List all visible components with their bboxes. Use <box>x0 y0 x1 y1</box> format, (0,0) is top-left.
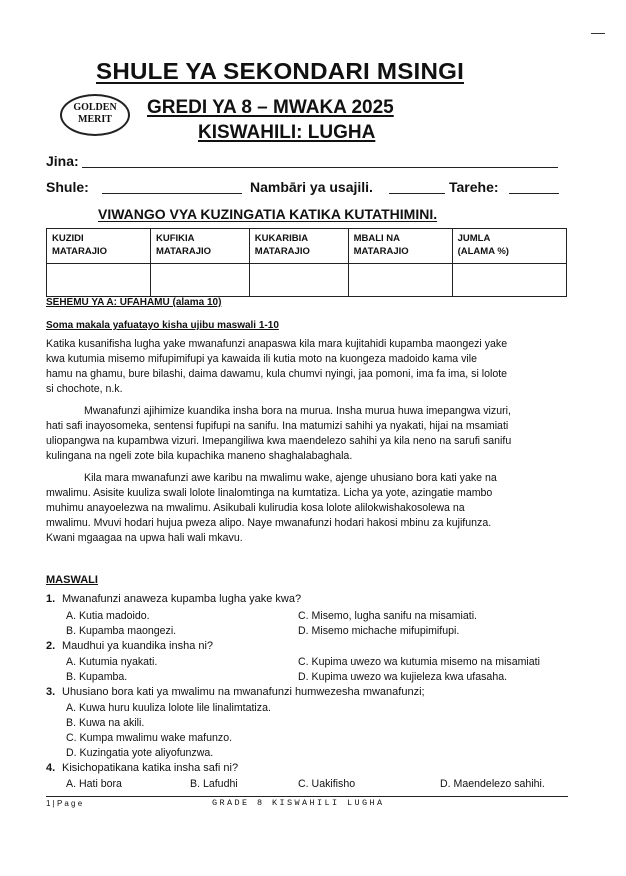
name-label: Jina: <box>46 153 79 169</box>
q1-option-d[interactable]: D. Misemo michache mifupimifupi. <box>298 625 460 637</box>
q3-option-a[interactable]: A. Kuwa huru kuuliza lolote lile linalimtatiza. <box>66 702 271 714</box>
q1-option-b[interactable]: B. Kupamba maongezi. <box>66 625 177 637</box>
registration-label: Nambāri ya usajili. <box>250 179 373 195</box>
q4-option-d[interactable]: D. Maendelezo sahihi. <box>440 778 545 790</box>
date-field[interactable] <box>509 193 559 194</box>
q2-option-d[interactable]: D. Kupima uwezo wa kujieleza kwa ufasaha. <box>298 671 508 683</box>
score-cell[interactable] <box>151 264 250 297</box>
passage-paragraph-2: Mwanafunzi ajihimize kuandika insha bora na murua. Insha murua huwa imepangwa vizuri, hati safi inayosomeka, sentensi fupifupi na sanifu. Ina matumizi sahihi ya nyakati, hijai na msamiati uliopangwa na kupambwa vizuri. Imepangiliwa kwa maendelezo sahihi ya kila neno na sarufi sanifu kulingana na ngeli zote bila kupachika maneno shaghalabaghala. <box>46 405 512 462</box>
question-4: 4. Kisichopatikana katika insha safi ni? <box>46 762 239 774</box>
q1-option-c[interactable]: C. Misemo, lugha sanifu na misamiati. <box>298 610 477 622</box>
logo-text-1: GOLDEN <box>73 102 117 113</box>
q4-option-b[interactable]: B. Lafudhi <box>190 778 238 790</box>
q4-option-a[interactable]: A. Hati bora <box>66 778 122 790</box>
margin-mark <box>591 33 605 34</box>
q2-option-b[interactable]: B. Kupamba. <box>66 671 128 683</box>
name-field[interactable] <box>82 167 558 168</box>
footer-rule <box>46 796 568 797</box>
q3-option-c[interactable]: C. Kumpa mwalimu wake mafunzo. <box>66 732 233 744</box>
score-cell[interactable] <box>348 264 452 297</box>
question-3: 3. Uhusiano bora kati ya mwalimu na mwanafunzi humwezesha mwanafunzi; <box>46 686 425 698</box>
footer-title: GRADE 8 KISWAHILI LUGHA <box>212 798 385 808</box>
questions-heading: MASWALI <box>46 574 98 586</box>
header-cell: KUFIKIA MATARAJIO <box>151 229 250 264</box>
school-label: Shule: <box>46 179 89 195</box>
q3-option-b[interactable]: B. Kuwa na akili. <box>66 717 145 729</box>
header-cell: KUKARIBIA MATARAJIO <box>249 229 348 264</box>
question-1: 1. Mwanafunzi anaweza kupamba lugha yake kwa? <box>46 593 302 605</box>
score-cell[interactable] <box>47 264 151 297</box>
q3-option-d[interactable]: D. Kuzingatia yote aliyofunzwa. <box>66 747 214 759</box>
section-title: SEHEMU YA A: UFAHAMU (alama 10) <box>46 297 222 308</box>
q2-option-a[interactable]: A. Kutumia nyakati. <box>66 656 158 668</box>
q1-option-a[interactable]: A. Kutia madoido. <box>66 610 150 622</box>
subject-title: KISWAHILI: LUGHA <box>198 122 376 143</box>
criteria-title: VIWANGO VYA KUZINGATIA KATIKA KUTATHIMINI. <box>98 206 438 222</box>
score-cell[interactable] <box>249 264 348 297</box>
school-field[interactable] <box>102 193 242 194</box>
assessment-table <box>46 228 567 297</box>
question-2: 2. Maudhui ya kuandika insha ni? <box>46 640 214 652</box>
grade-year-title: GREDI YA 8 – MWAKA 2025 <box>147 97 394 118</box>
logo-text-2: MERIT <box>78 114 112 125</box>
header-cell: KUZIDI MATARAJIO <box>47 229 151 264</box>
registration-field[interactable] <box>389 193 445 194</box>
q2-option-c[interactable]: C. Kupima uwezo wa kutumia misemo na misamiati <box>298 656 540 668</box>
passage-paragraph-1: Katika kusanifisha lugha yake mwanafunzi anapaswa kila mara kujitahidi kupamba maongezi yake kwa kutumia misemo mifupimifupi ya kawaida ili kutia moto na kuongeza madoido kama vile hamu na ghamu, bure bilashi, daima dawamu, kula chumvi nyingi, jaa pomoni, ima fa ima, si lolote si chochote, n.k. <box>46 338 508 395</box>
page-number: 1 | P a g e <box>46 799 83 808</box>
header-cell: MBALI NA MATARAJIO <box>348 229 452 264</box>
q4-option-c[interactable]: C. Uakifisho <box>298 778 356 790</box>
passage-paragraph-3: Kila mara mwanafunzi awe karibu na mwalimu wake, ajenge uhusiano bora kati yake na mwalimu. Asisite kuuliza swali lolote linalomtinga na kumtatiza. Licha ya yote, azingatie mambo muhimu anayoelezwa na mwalimu. Asikubali kulirudia kosa lolote alilokwishakosolewa na mwalimu. Mvuvi hodari hujua pweza alipo. Naye mwanafunzi hodari hakosi mbinu za kujifunza. Kwani mgaagaa na upwa hali wali mkavu. <box>46 472 497 544</box>
header-cell: JUMLA (ALAMA %) <box>452 229 566 264</box>
section-instruction: Soma makala yafuatayo kisha ujibu maswali 1-10 <box>46 320 279 331</box>
school-logo <box>60 94 130 136</box>
score-cell[interactable] <box>452 264 566 297</box>
school-name: SHULE YA SEKONDARI MSINGI <box>96 58 465 84</box>
date-label: Tarehe: <box>449 179 499 195</box>
